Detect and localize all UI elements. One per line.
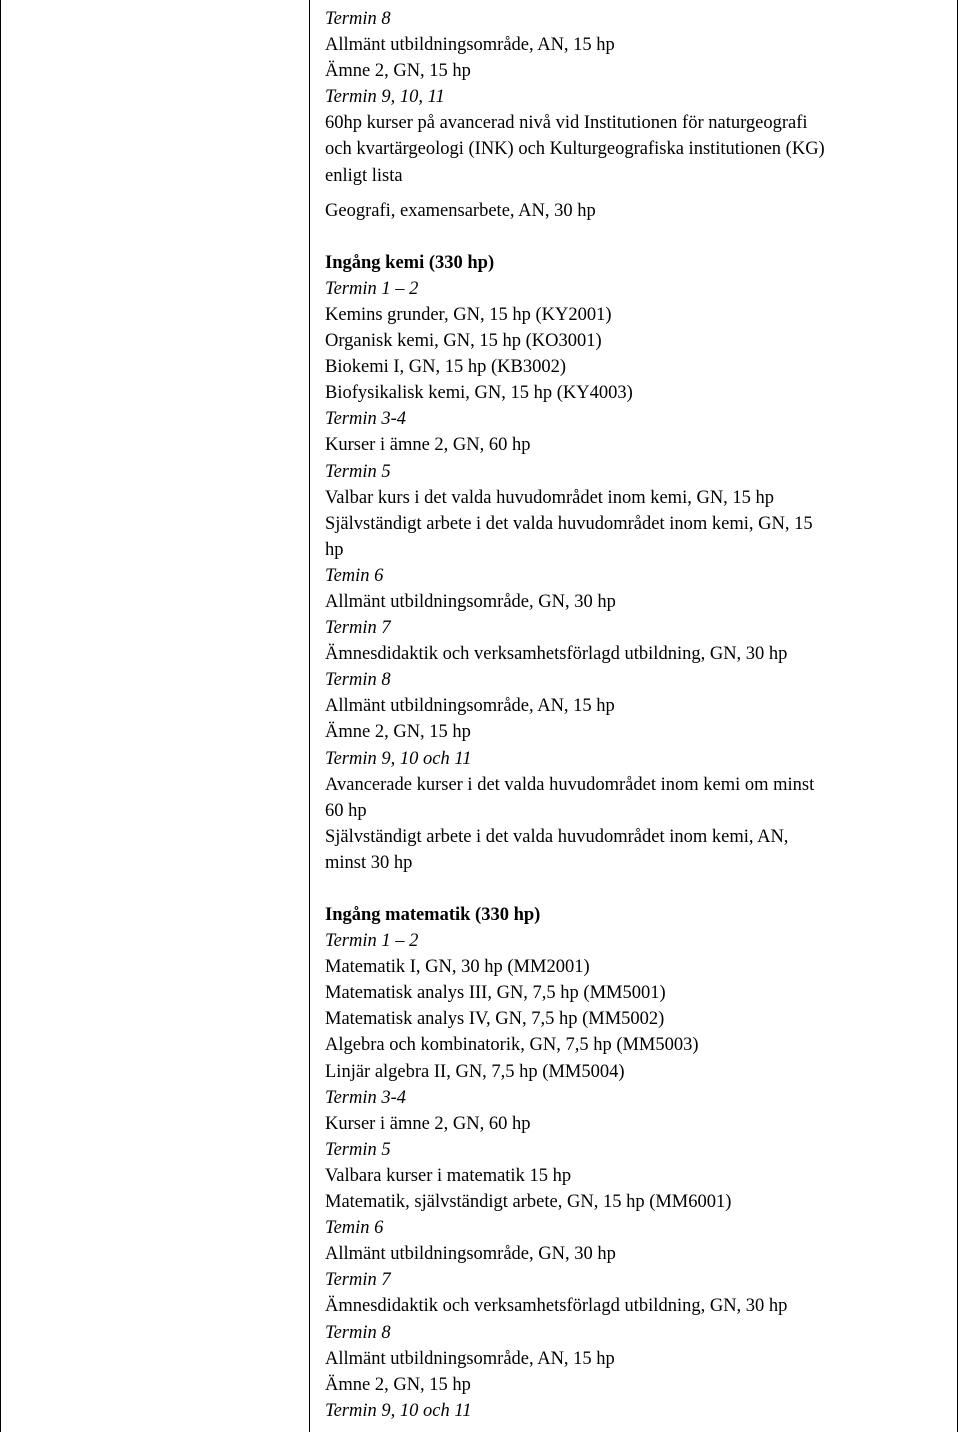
- course-line: Biofysikalisk kemi, GN, 15 hp (KY4003): [325, 383, 633, 404]
- term-label: Termin 5: [325, 461, 391, 482]
- course-line: Organisk kemi, GN, 15 hp (KO3001): [325, 331, 602, 352]
- term-label: Termin 8: [325, 670, 391, 691]
- column-divider: [309, 0, 310, 1432]
- course-line: enligt lista: [325, 165, 403, 186]
- term-label: Termin 7: [325, 618, 391, 639]
- course-line: 60 hp: [325, 800, 367, 821]
- course-line: Biokemi I, GN, 15 hp (KB3002): [325, 357, 566, 378]
- course-line: hp: [325, 539, 344, 560]
- course-line: Valbar kurs i det valda huvudområdet inom kemi, GN, 15 hp: [325, 487, 775, 508]
- term-label: Termin 9, 10, 11: [325, 87, 445, 108]
- term-label: Termin 3-4: [325, 409, 407, 430]
- section-spacer: [325, 876, 925, 902]
- section-heading: Ingång kemi (330 hp): [325, 252, 495, 273]
- term-label: Termin 5: [325, 1139, 391, 1160]
- course-line: Matematik, självständigt arbete, GN, 15 hp (MM6001): [325, 1192, 732, 1213]
- section-geografi-tail: [325, 6, 925, 224]
- course-line: Avancerade kurser i det valda huvudområdet inom kemi om minst: [325, 774, 815, 795]
- course-line: och kvartärgeologi (INK) och Kulturgeografiska institutionen (KG): [325, 139, 825, 160]
- section-matematik: [325, 876, 925, 1424]
- term-label: Termin 9, 10 och 11: [325, 748, 472, 769]
- course-line: Matematik I, GN, 30 hp (MM2001): [325, 957, 590, 978]
- course-line: Allmänt utbildningsområde, GN, 30 hp: [325, 591, 616, 612]
- course-line: Allmänt utbildningsområde, AN, 15 hp: [325, 696, 615, 717]
- course-list-cell: [325, 6, 925, 1424]
- course-line: Valbara kurser i matematik 15 hp: [325, 1165, 572, 1186]
- term-label: Termin 1 – 2: [325, 278, 419, 299]
- term-label: Termin 7: [325, 1270, 391, 1291]
- course-line: Självständigt arbete i det valda huvudområdet inom kemi, AN,: [325, 826, 789, 847]
- course-line: Matematisk analys IV, GN, 7,5 hp (MM5002): [325, 1009, 665, 1030]
- course-line: Självständigt arbete i det valda huvudområdet inom kemi, GN, 15: [325, 513, 813, 534]
- course-line: Allmänt utbildningsområde, AN, 15 hp: [325, 1348, 615, 1369]
- course-line: Kemins grunder, GN, 15 hp (KY2001): [325, 304, 612, 325]
- term-label: Temin 6: [325, 1218, 384, 1239]
- course-line: Kurser i ämne 2, GN, 60 hp: [325, 435, 531, 456]
- course-line: Ämnesdidaktik och verksamhetsförlagd utbildning, GN, 30 hp: [325, 1296, 788, 1317]
- course-line: minst 30 hp: [325, 852, 413, 873]
- term-label: Termin 1 – 2: [325, 931, 419, 952]
- course-line: Algebra och kombinatorik, GN, 7,5 hp (MM5003): [325, 1035, 699, 1056]
- course-line: Ämne 2, GN, 15 hp: [325, 722, 471, 743]
- course-line: Matematisk analys III, GN, 7,5 hp (MM5001): [325, 983, 666, 1004]
- course-line: Ämne 2, GN, 15 hp: [325, 1374, 471, 1395]
- course-line: Allmänt utbildningsområde, AN, 15 hp: [325, 35, 615, 56]
- term-label: Temin 6: [325, 565, 384, 586]
- section-spacer: [325, 224, 925, 250]
- line-spacer: [325, 189, 925, 198]
- section-kemi: [325, 224, 925, 876]
- term-label: Termin 9, 10 och 11: [325, 1400, 472, 1421]
- term-label: Termin 8: [325, 9, 391, 29]
- course-line: 60hp kurser på avancerad nivå vid Institutionen för naturgeografi: [325, 113, 808, 134]
- term-label: Termin 3-4: [325, 1087, 407, 1108]
- course-line: Ämne 2, GN, 15 hp: [325, 61, 471, 82]
- course-line: Linjär algebra II, GN, 7,5 hp (MM5004): [325, 1061, 625, 1082]
- term-label: Termin 8: [325, 1322, 391, 1343]
- course-line: Kurser i ämne 2, GN, 60 hp: [325, 1113, 531, 1134]
- section-heading: Ingång matematik (330 hp): [325, 905, 541, 925]
- course-line: Allmänt utbildningsområde, GN, 30 hp: [325, 1244, 616, 1265]
- course-line: Ämnesdidaktik och verksamhetsförlagd utbildning, GN, 30 hp: [325, 644, 788, 665]
- course-line: Geografi, examensarbete, AN, 30 hp: [325, 200, 596, 221]
